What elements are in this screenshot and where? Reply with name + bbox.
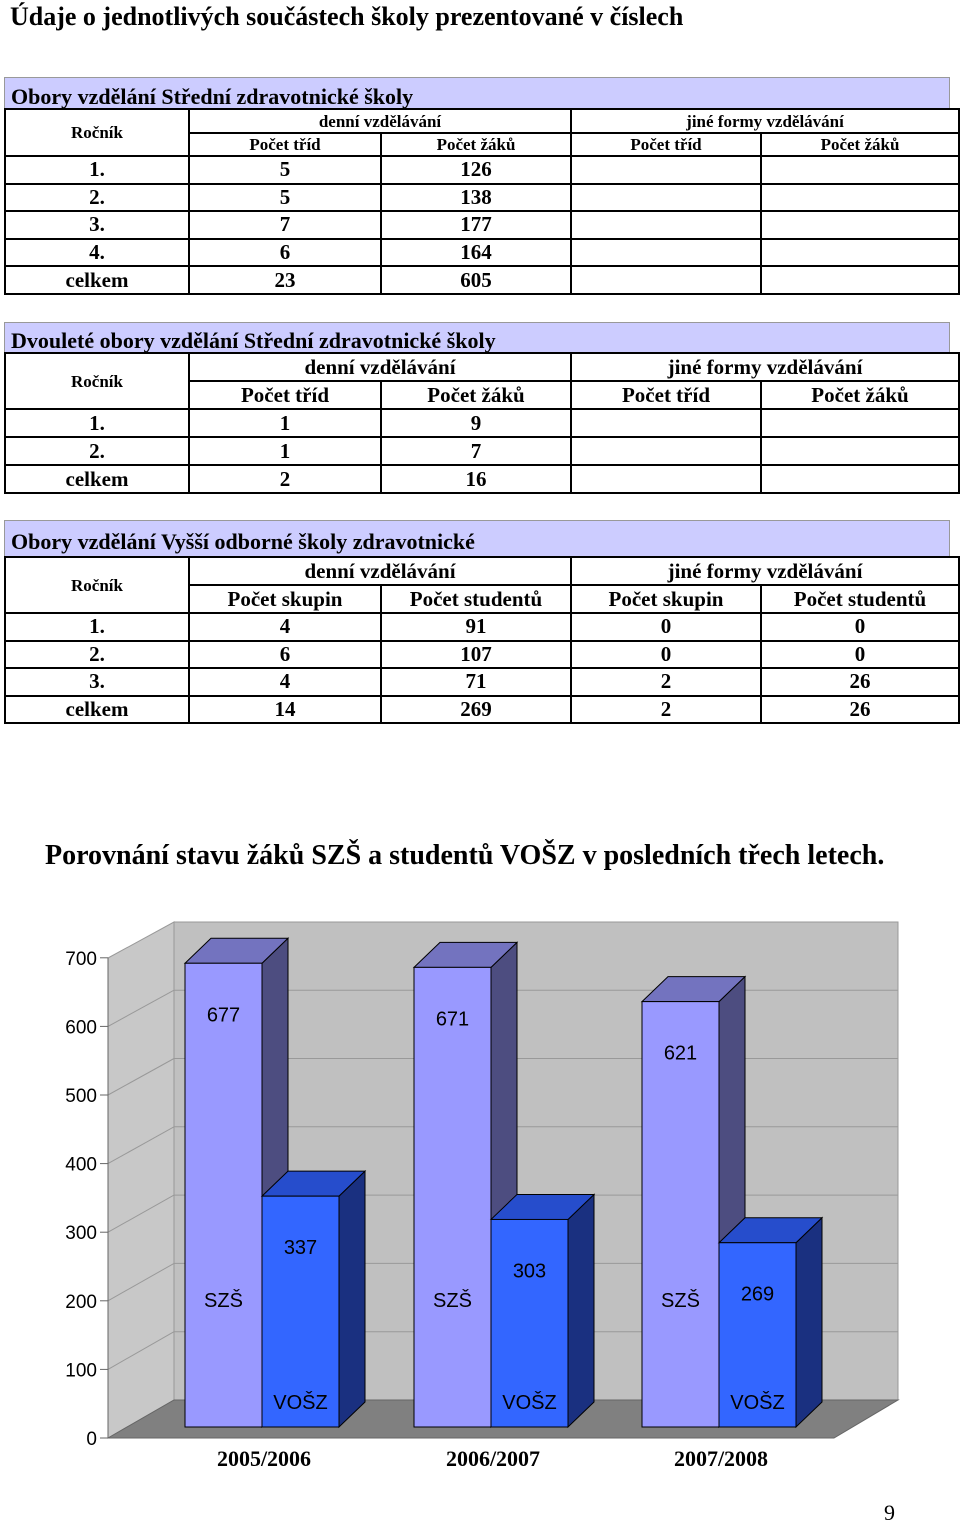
table-cell xyxy=(571,156,761,184)
table-title: Obory vzdělání Střední zdravotnické školy xyxy=(4,77,950,108)
table-cell xyxy=(761,156,959,184)
table-row xyxy=(5,437,959,465)
y-tick-label: 200 xyxy=(65,1291,97,1313)
table-row xyxy=(5,668,959,696)
header-denni: denní vzdělávání xyxy=(189,557,571,585)
table-cell: 6 xyxy=(189,641,381,669)
table-cell: 9 xyxy=(381,409,571,437)
table-cell xyxy=(761,239,959,267)
subheader-cell: Počet skupin xyxy=(571,585,761,613)
table-row xyxy=(5,613,959,641)
data-table xyxy=(4,556,960,724)
series-label: SZŠ xyxy=(661,1290,700,1312)
header-denni: denní vzdělávání xyxy=(189,353,571,381)
x-tick-label: 2007/2008 xyxy=(673,1446,769,1471)
chart-heading: Porovnání stavu žáků SZŠ a studentů VOŠZ v posledních třech letech. xyxy=(45,840,885,871)
table-cell: 107 xyxy=(381,641,571,669)
table-cell xyxy=(571,239,761,267)
table-cell: 1. xyxy=(5,613,189,641)
data-label: 269 xyxy=(740,1283,775,1306)
header-jine: jiné formy vzdělávání xyxy=(571,109,959,133)
header-rocnik: Ročník xyxy=(5,557,189,613)
table-cell xyxy=(761,266,959,294)
table-cell: 3. xyxy=(5,668,189,696)
table-cell: 3. xyxy=(5,211,189,239)
series-label: VOŠZ xyxy=(502,1392,557,1414)
table-cell: 1. xyxy=(5,409,189,437)
table-block xyxy=(4,77,958,295)
y-tick-label: 300 xyxy=(65,1223,97,1245)
data-table xyxy=(4,108,960,295)
table-block xyxy=(4,520,958,724)
subheader-cell: Počet tříd xyxy=(189,381,381,409)
subheader-cell: Počet tříd xyxy=(571,381,761,409)
table-cell: 0 xyxy=(571,613,761,641)
table-cell: 4. xyxy=(5,239,189,267)
table-cell xyxy=(571,266,761,294)
table-cell: 23 xyxy=(189,266,381,294)
table-cell: 14 xyxy=(189,696,381,724)
series-label: VOŠZ xyxy=(273,1392,328,1414)
bar-side xyxy=(796,1218,822,1427)
table-cell: 269 xyxy=(381,696,571,724)
x-tick-label: 2006/2007 xyxy=(445,1446,541,1471)
subheader-cell: Počet žáků xyxy=(381,133,571,156)
table-cell: 0 xyxy=(761,613,959,641)
header-rocnik: Ročník xyxy=(5,109,189,156)
table-cell: 0 xyxy=(571,641,761,669)
table-cell: 26 xyxy=(761,668,959,696)
subheader-cell: Počet žáků xyxy=(761,381,959,409)
page-heading: Údaje o jednotlivých součástech školy prezentované v číslech xyxy=(10,2,684,31)
subheader-cell: Počet žáků xyxy=(761,133,959,156)
table-row xyxy=(5,184,959,212)
subheader-cell: Počet studentů xyxy=(381,585,571,613)
table-cell: 138 xyxy=(381,184,571,212)
table-title: Dvouleté obory vzdělání Střední zdravotnické školy xyxy=(4,322,950,352)
data-label: 303 xyxy=(512,1260,547,1283)
table-cell: 16 xyxy=(381,465,571,493)
table-cell: 2. xyxy=(5,437,189,465)
table-cell xyxy=(761,184,959,212)
table-cell: 1 xyxy=(189,437,381,465)
bar-szš xyxy=(414,967,491,1427)
table-row xyxy=(5,239,959,267)
table-row xyxy=(5,156,959,184)
table-row xyxy=(5,211,959,239)
table-cell xyxy=(761,211,959,239)
table-cell xyxy=(571,211,761,239)
header-rocnik: Ročník xyxy=(5,353,189,409)
table-cell: 0 xyxy=(761,641,959,669)
table-cell xyxy=(761,465,959,493)
page-number: 9 xyxy=(884,1500,895,1525)
table-title: Obory vzdělání Vyšší odborné školy zdravotnické xyxy=(4,520,950,556)
data-label: 337 xyxy=(283,1237,318,1260)
bar-szš xyxy=(642,1002,719,1427)
table-row xyxy=(5,696,959,724)
table-cell: 2. xyxy=(5,641,189,669)
series-label: SZŠ xyxy=(204,1290,243,1312)
header-jine: jiné formy vzdělávání xyxy=(571,353,959,381)
table-cell xyxy=(571,409,761,437)
data-table xyxy=(4,352,960,494)
subheader-cell: Počet studentů xyxy=(761,585,959,613)
bar-szš xyxy=(185,963,262,1427)
y-tick-label: 700 xyxy=(65,948,97,970)
y-tick-label: 0 xyxy=(86,1429,97,1450)
table-cell: 164 xyxy=(381,239,571,267)
table-cell: celkem xyxy=(5,266,189,294)
table-row xyxy=(5,266,959,294)
table-cell: 4 xyxy=(189,613,381,641)
subheader-cell: Počet tříd xyxy=(189,133,381,156)
y-tick-label: 500 xyxy=(65,1086,97,1107)
table-cell: 605 xyxy=(381,266,571,294)
bar-chart xyxy=(0,900,960,1480)
table-cell: celkem xyxy=(5,465,189,493)
table-cell xyxy=(571,184,761,212)
table-cell: 126 xyxy=(381,156,571,184)
table-cell: 4 xyxy=(189,668,381,696)
subheader-cell: Počet žáků xyxy=(381,381,571,409)
table-cell: 2 xyxy=(571,696,761,724)
table-cell xyxy=(761,437,959,465)
series-label: SZŠ xyxy=(433,1290,472,1312)
table-cell: 7 xyxy=(189,211,381,239)
table-row xyxy=(5,641,959,669)
data-label: 621 xyxy=(663,1042,698,1065)
table-cell: 2 xyxy=(571,668,761,696)
table-cell: 1 xyxy=(189,409,381,437)
y-tick-label: 400 xyxy=(65,1154,97,1176)
subheader-cell: Počet tříd xyxy=(571,133,761,156)
y-tick-label: 100 xyxy=(65,1360,97,1382)
table-cell: 2 xyxy=(189,465,381,493)
series-label: VOŠZ xyxy=(730,1392,785,1414)
header-jine: jiné formy vzdělávání xyxy=(571,557,959,585)
table-cell: 71 xyxy=(381,668,571,696)
table-cell: celkem xyxy=(5,696,189,724)
table-cell xyxy=(761,409,959,437)
x-tick-label: 2005/2006 xyxy=(216,1446,312,1471)
table-cell: 26 xyxy=(761,696,959,724)
table-cell xyxy=(571,437,761,465)
table-cell: 6 xyxy=(189,239,381,267)
table-cell: 1. xyxy=(5,156,189,184)
table-cell: 91 xyxy=(381,613,571,641)
table-cell: 7 xyxy=(381,437,571,465)
data-label: 677 xyxy=(206,1004,241,1027)
subheader-cell: Počet skupin xyxy=(189,585,381,613)
data-label: 671 xyxy=(435,1008,470,1031)
table-cell xyxy=(571,465,761,493)
bar-side xyxy=(339,1171,365,1427)
table-cell: 2. xyxy=(5,184,189,212)
table-cell: 5 xyxy=(189,156,381,184)
table-cell: 177 xyxy=(381,211,571,239)
table-block xyxy=(4,322,958,494)
table-cell: 5 xyxy=(189,184,381,212)
table-row xyxy=(5,409,959,437)
y-tick-label: 600 xyxy=(65,1017,97,1039)
header-denni: denní vzdělávání xyxy=(189,109,571,133)
bar-side xyxy=(568,1194,594,1427)
table-row xyxy=(5,465,959,493)
side-wall xyxy=(108,922,174,1438)
